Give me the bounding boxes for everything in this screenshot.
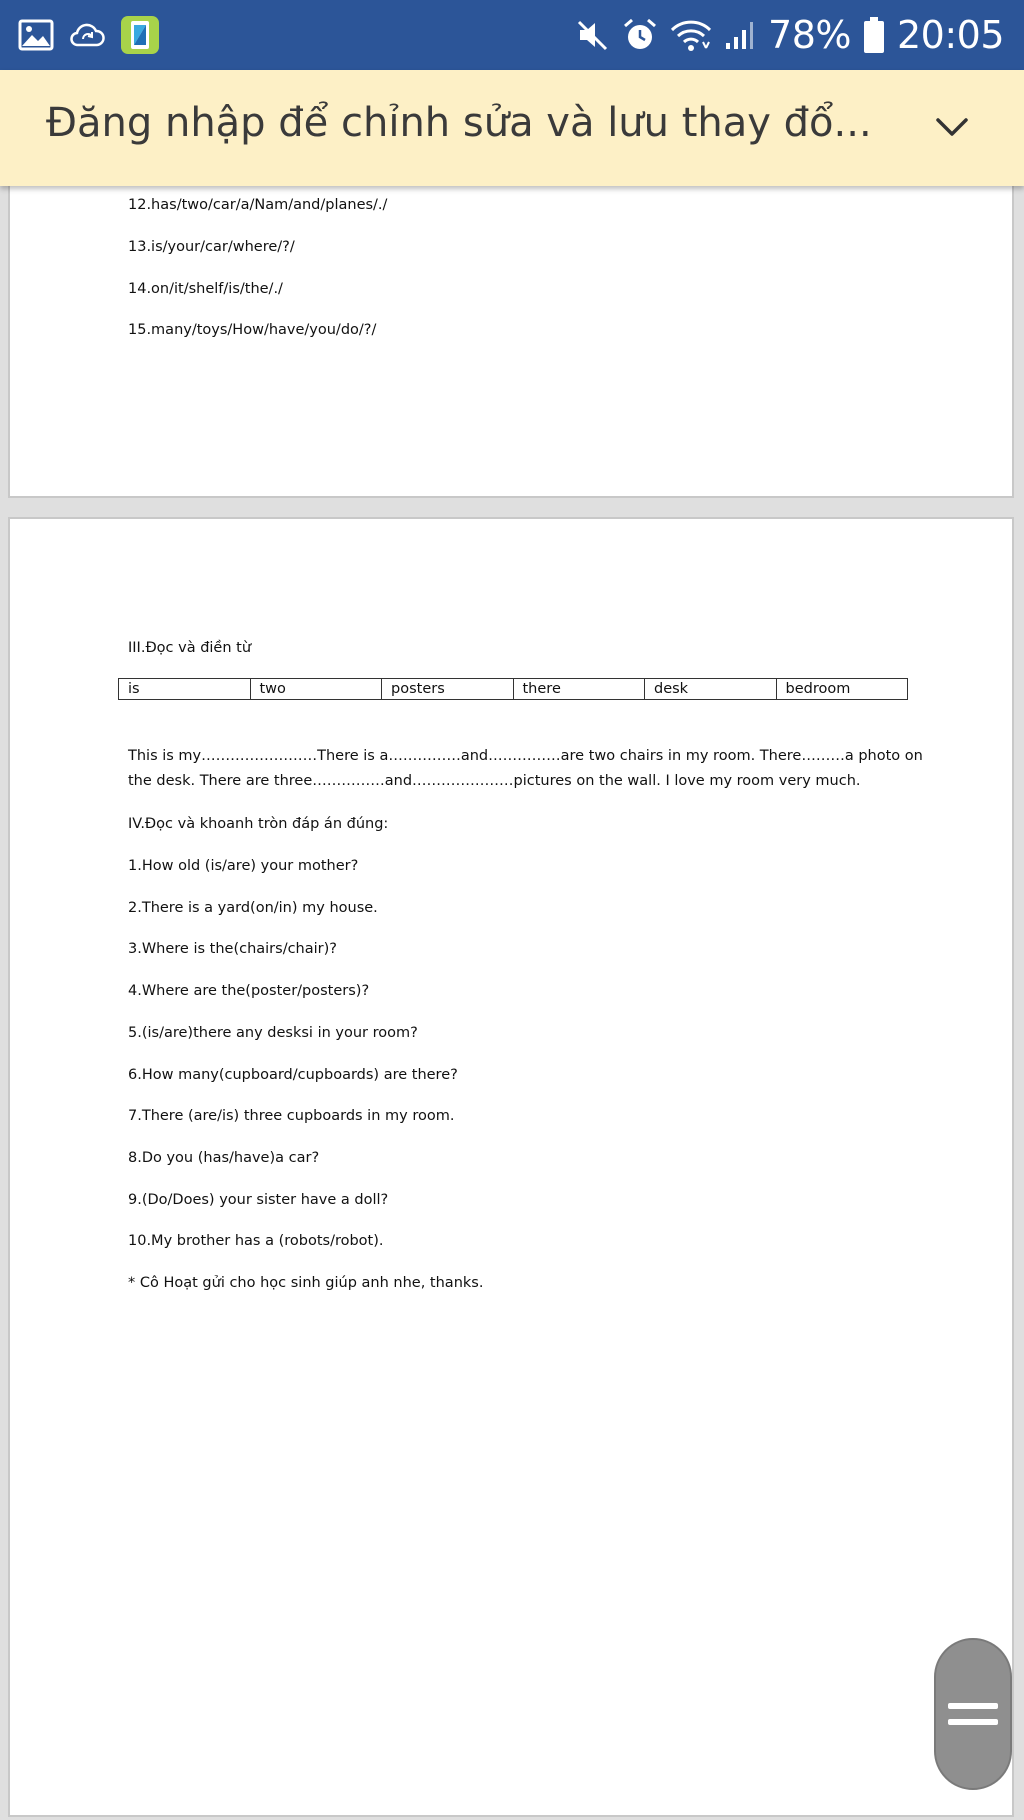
scroll-handle[interactable] xyxy=(934,1638,1012,1790)
word-bank-table xyxy=(118,678,908,700)
alarm-icon xyxy=(622,17,658,53)
clock: 20:05 xyxy=(896,13,1004,57)
word-bank-cell: is xyxy=(128,681,140,697)
question-line: 5.(is/are)there any desksi in your room? xyxy=(128,1025,418,1041)
gallery-icon xyxy=(18,19,54,51)
question-line: 10.My brother has a (robots/robot). xyxy=(128,1233,384,1249)
question-line: 9.(Do/Does) your sister have a doll? xyxy=(128,1192,389,1208)
wifi-icon xyxy=(670,18,712,52)
app-icon xyxy=(120,15,160,55)
section-3-title: III.Đọc và điền từ xyxy=(128,640,252,656)
question-line: 8.Do you (has/have)a car? xyxy=(128,1150,320,1166)
question-line: 7.There (are/is) three cupboards in my room. xyxy=(128,1108,455,1124)
banner-message[interactable]: Đăng nhập để chỉnh sửa và lưu thay đổ... xyxy=(46,100,872,146)
signal-icon xyxy=(724,19,754,51)
document-page-1 xyxy=(8,150,1014,498)
word-bank-cell: there xyxy=(513,679,645,699)
exercise-line: 13.is/your/car/where/?/ xyxy=(128,239,295,255)
chevron-down-icon[interactable] xyxy=(932,108,972,148)
battery-icon xyxy=(863,16,885,54)
document-page-2 xyxy=(8,517,1014,1817)
word-bank-cell: posters xyxy=(381,679,513,699)
cloud-sync-icon xyxy=(68,20,106,50)
mute-icon xyxy=(576,18,610,52)
status-left-icons xyxy=(18,0,160,70)
question-line: 2.There is a yard(on/in) my house. xyxy=(128,900,378,916)
exercise-line: 14.on/it/shelf/is/the/./ xyxy=(128,281,283,297)
fill-in-paragraph xyxy=(128,744,928,794)
word-bank-cell: bedroom xyxy=(776,679,908,699)
section-4-title: IV.Đọc và khoanh tròn đáp án đúng: xyxy=(128,816,389,832)
sign-in-banner[interactable] xyxy=(0,70,1024,186)
paragraph-line: This is my……………………There is a……………and……………are two chairs in my room. There………a photo on xyxy=(128,748,923,764)
handle-grip-bar xyxy=(948,1719,998,1725)
handle-grip-bar xyxy=(948,1703,998,1709)
word-bank-cell: two xyxy=(250,679,382,699)
word-bank-cell: desk xyxy=(644,679,776,699)
question-line: 4.Where are the(poster/posters)? xyxy=(128,983,370,999)
question-line: 6.How many(cupboard/cupboards) are there? xyxy=(128,1067,458,1083)
paragraph-line: the desk. There are three……………and…………………pictures on the wall. I love my room very much. xyxy=(128,773,861,789)
exercise-line: 15.many/toys/How/have/you/do/?/ xyxy=(128,322,377,338)
status-right-icons xyxy=(576,0,1004,70)
status-bar xyxy=(0,0,1024,70)
question-line: 3.Where is the(chairs/chair)? xyxy=(128,941,337,957)
battery-percentage: 78% xyxy=(768,13,851,57)
exercise-line: 12.has/two/car/a/Nam/and/planes/./ xyxy=(128,197,388,213)
teacher-note: * Cô Hoạt gửi cho học sinh giúp anh nhe, thanks. xyxy=(128,1275,484,1291)
question-line: 1.How old (is/are) your mother? xyxy=(128,858,359,874)
